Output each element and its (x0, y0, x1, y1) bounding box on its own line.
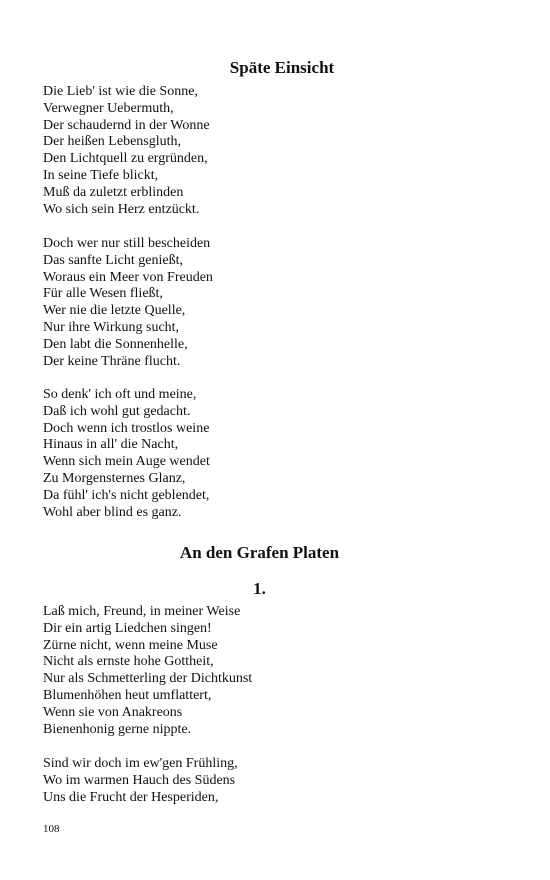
verse-line: Wenn sich mein Auge wendet (43, 454, 210, 470)
verse-line: Den Lichtquell zu ergründen, (43, 151, 208, 167)
verse-line: Bienenhonig gerne nippte. (43, 721, 192, 737)
page-number: 108 (43, 823, 60, 835)
verse-line: Verwegner Uebermuth, (43, 100, 174, 116)
verse-line: Den labt die Sonnenhelle, (43, 336, 188, 352)
verse-line: Wer nie die letzte Quelle, (43, 303, 186, 319)
stanza (43, 604, 252, 738)
verse-line: Doch wenn ich trostlos weine (43, 420, 210, 436)
verse-line: Sind wir doch im ew'gen Frühling, (43, 756, 238, 771)
stanza (43, 236, 213, 370)
verse-line: Wo sich sein Herz entzückt. (43, 201, 200, 217)
verse-line: Woraus ein Meer von Freuden (43, 269, 213, 285)
verse-line: Daß ich wohl gut gedacht. (43, 403, 191, 419)
verse-line: Laß mich, Freund, in meiner Weise (43, 604, 241, 619)
verse-line: Zu Morgensternes Glanz, (43, 470, 186, 486)
verse-line: Der schaudernd in der Wonne (43, 117, 210, 133)
verse-line: Dir ein artig Liedchen singen! (43, 620, 212, 636)
verse-line: Der keine Thräne flucht. (43, 353, 181, 369)
verse-line: Hinaus in all' die Nacht, (43, 437, 179, 453)
verse-line: Wohl aber blind es ganz. (43, 504, 182, 520)
verse-line: Nur ihre Wirkung sucht, (43, 319, 180, 335)
verse-line: Nicht als ernste hohe Gottheit, (43, 654, 214, 670)
verse-line: In seine Tiefe blickt, (43, 167, 159, 183)
stanza (43, 84, 210, 218)
verse-line: Wo im warmen Hauch des Südens (43, 772, 236, 788)
verse-line: Das sanfte Licht genießt, (43, 252, 183, 268)
verse-line: Zürne nicht, wenn meine Muse (43, 637, 218, 653)
verse-line: Uns die Frucht der Hesperiden, (43, 789, 219, 805)
verse-line: Muß da zuletzt erblinden (43, 184, 184, 200)
verse-line: Nur als Schmetterling der Dichtkunst (43, 671, 253, 687)
verse-line: Wenn sie von Anakreons (43, 704, 183, 720)
verse-line: Für alle Wesen fließt, (43, 286, 163, 302)
verse-line: Da fühl' ich's nicht geblendet, (43, 487, 210, 503)
verse-line: Der heißen Lebensgluth, (43, 134, 182, 150)
poem-title: An den Grafen Platen (179, 543, 340, 562)
poem-title: Späte Einsicht (229, 58, 335, 77)
verse-line: So denk' ich oft und meine, (43, 387, 197, 402)
section-number: 1. (253, 579, 266, 598)
verse-line: Blumenhöhen heut umflattert, (43, 687, 212, 703)
verse-line: Die Lieb' ist wie die Sonne, (43, 84, 198, 99)
stanza (43, 387, 210, 521)
verse-line: Doch wer nur still bescheiden (43, 236, 211, 251)
stanza (43, 756, 238, 806)
